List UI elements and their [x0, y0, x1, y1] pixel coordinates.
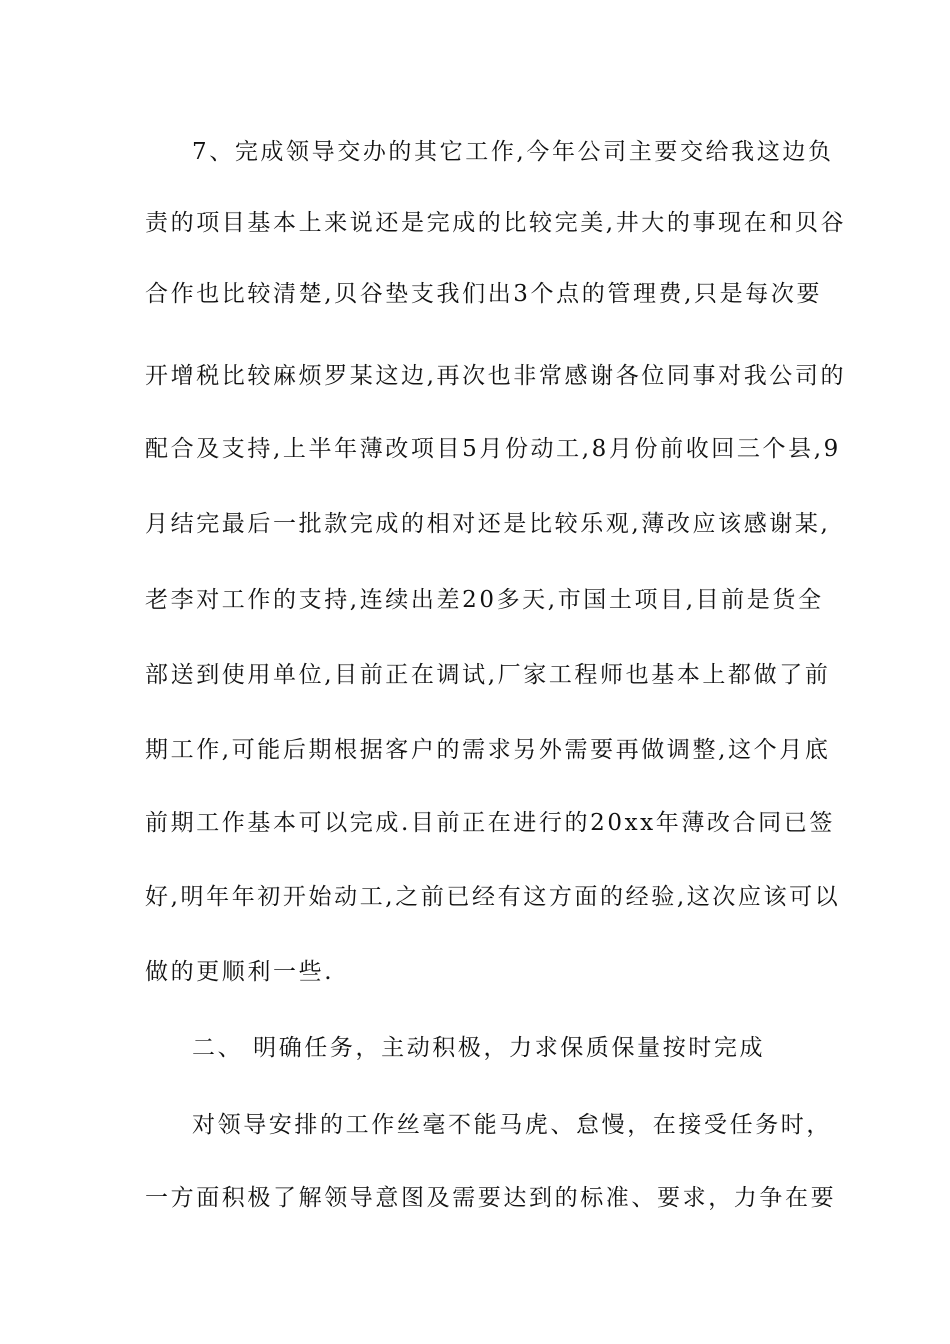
paragraph-line: 做的更顺利一些. — [145, 959, 335, 985]
paragraph-line: 合作也比较清楚,贝谷垫支我们出3个点的管理费,只是每次要 — [145, 281, 823, 307]
paragraph-line: 好,明年年初开始动工,之前已经有这方面的经验,这次应该可以 — [145, 884, 841, 910]
section-heading: 二、 明确任务，主动积极，力求保质保量按时完成 — [192, 1035, 766, 1061]
paragraph-line: 7、完成领导交办的其它工作,今年公司主要交给我这边负 — [192, 139, 834, 165]
paragraph-line: 月结完最后一批款完成的相对还是比较乐观,薄改应该感谢某, — [145, 511, 831, 537]
paragraph-line: 配合及支持,上半年薄改项目5月份动工,8月份前收回三个县,9 — [145, 436, 841, 462]
paragraph-line: 一方面积极了解领导意图及需要达到的标准、要求，力争在要 — [145, 1185, 837, 1211]
paragraph-line: 部送到使用单位,目前正在调试,厂家工程师也基本上都做了前 — [145, 662, 831, 688]
paragraph-line: 前期工作基本可以完成.目前正在进行的20xx年薄改合同已签 — [145, 810, 835, 836]
paragraph-line: 开增税比较麻烦罗某这边,再次也非常感谢各位同事对我公司的 — [145, 363, 847, 389]
paragraph-line: 责的项目基本上来说还是完成的比较完美,井大的事现在和贝谷 — [145, 210, 847, 236]
paragraph-line: 期工作,可能后期根据客户的需求另外需要再做调整,这个月底 — [145, 737, 831, 763]
paragraph-line: 对领导安排的工作丝毫不能马虎、怠慢，在接受任务时， — [192, 1112, 832, 1138]
paragraph-line: 老李对工作的支持,连续出差20多天,市国土项目,目前是货全 — [145, 587, 824, 613]
